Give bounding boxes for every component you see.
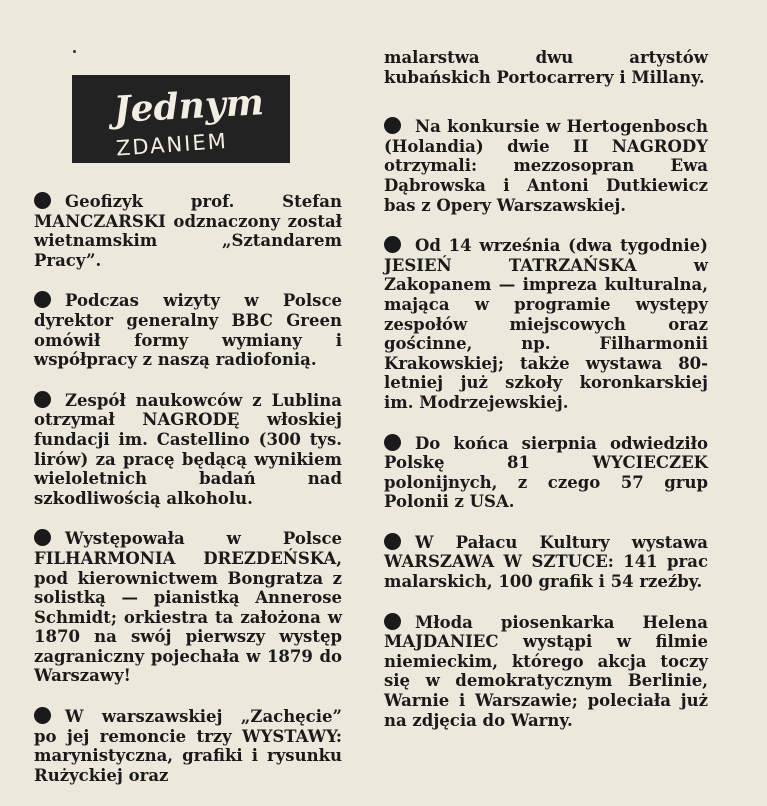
news-item <box>34 391 342 509</box>
bullet-icon <box>384 613 401 630</box>
news-text: Występowała w Polsce FILHARMONIA DREZDEŃSKA, pod kierownictwem Bongratza z solistką — pianistką Annerose Schmidt; orkiestra ta założona w 1870 na swój pierwszy występ zagraniczny pojechała w 1879 do Warszawy! <box>34 529 342 686</box>
news-item <box>34 291 342 369</box>
right-column <box>384 48 708 751</box>
bullet-icon <box>384 236 401 253</box>
news-text: W Pałacu Kultury wystawa WARSZAWA W SZTUCE: 141 prac malarskich, 100 grafik i 54 rzeźby. <box>384 532 708 592</box>
bullet-icon <box>34 529 51 546</box>
news-continuation: malarstwa dwu artystów kubańskich Portocarrery i Millany. <box>384 48 708 87</box>
news-text: Młoda piosenkarka Helena MAJDANIEC wystąpi w filmie niemieckim, którego akcja toczy się w demokratycznym Berlinie, Warnie i Warszawie; poleciała już na zdjęcia do Warny. <box>384 612 708 730</box>
left-column <box>34 192 342 806</box>
bullet-icon <box>384 434 401 451</box>
bullet-icon <box>34 291 51 308</box>
news-item <box>34 529 342 686</box>
news-text: Podczas wizyty w Polsce dyrektor generalny BBC Green omówił formy wymiany i współpracy z naszą radiofonią. <box>34 291 342 370</box>
jednym-zdaniem-logo <box>72 75 290 163</box>
section-logo <box>72 75 290 163</box>
news-item <box>384 236 708 412</box>
news-item <box>384 533 708 592</box>
news-item <box>34 707 342 785</box>
news-text: Geofizyk prof. Stefan MANCZARSKI odznaczony został wietnamskim „Sztandarem Pracy”. <box>34 192 342 270</box>
news-item <box>384 117 708 215</box>
news-item <box>384 434 708 512</box>
bullet-icon <box>384 117 401 134</box>
bullet-icon <box>34 707 51 724</box>
news-item <box>384 613 708 731</box>
bullet-icon <box>34 391 51 408</box>
logo-caps-word: ZDANIEM <box>115 128 229 161</box>
bullet-icon <box>34 192 51 209</box>
print-speck <box>73 50 76 53</box>
news-text: Do końca sierpnia odwiedziło Polskę 81 WYCIECZEK polonijnych, z czego 57 grup Polonii z USA. <box>384 433 708 512</box>
news-text: Od 14 września (dwa tygodnie) JESIEŃ TATRZAŃSKA w Zakopanem — impreza kulturalna, mająca w programie występy zespołów miejscowych oraz gościnne, np. Filharmonii Krakowskiej; także wystawa 80-letniej już szkoły koronkarskiej im. Modrzejewskiej. <box>384 236 708 412</box>
news-text: W warszawskiej „Zachęcie” po jej remoncie trzy WYSTAWY: marynistyczna, grafiki i rysunku Rużyckiej oraz <box>34 707 342 785</box>
news-text: Na konkursie w Hertogenbosch (Holandia) dwie II NAGRODY otrzymali: mezzosopran Ewa Dąbrowska i Antoni Dutkiewicz bas z Opery Warszawskiej. <box>384 117 708 215</box>
logo-script-word: Jednym <box>112 81 265 132</box>
bullet-icon <box>384 533 401 550</box>
news-text: Zespół naukowców z Lublina otrzymał NAGRODĘ włoskiej fundacji im. Castellino (300 tys. lirów) za pracę będącą wynikiem wieloletnich badań nad szkodliwością alkoholu. <box>34 390 342 508</box>
news-item <box>34 192 342 270</box>
